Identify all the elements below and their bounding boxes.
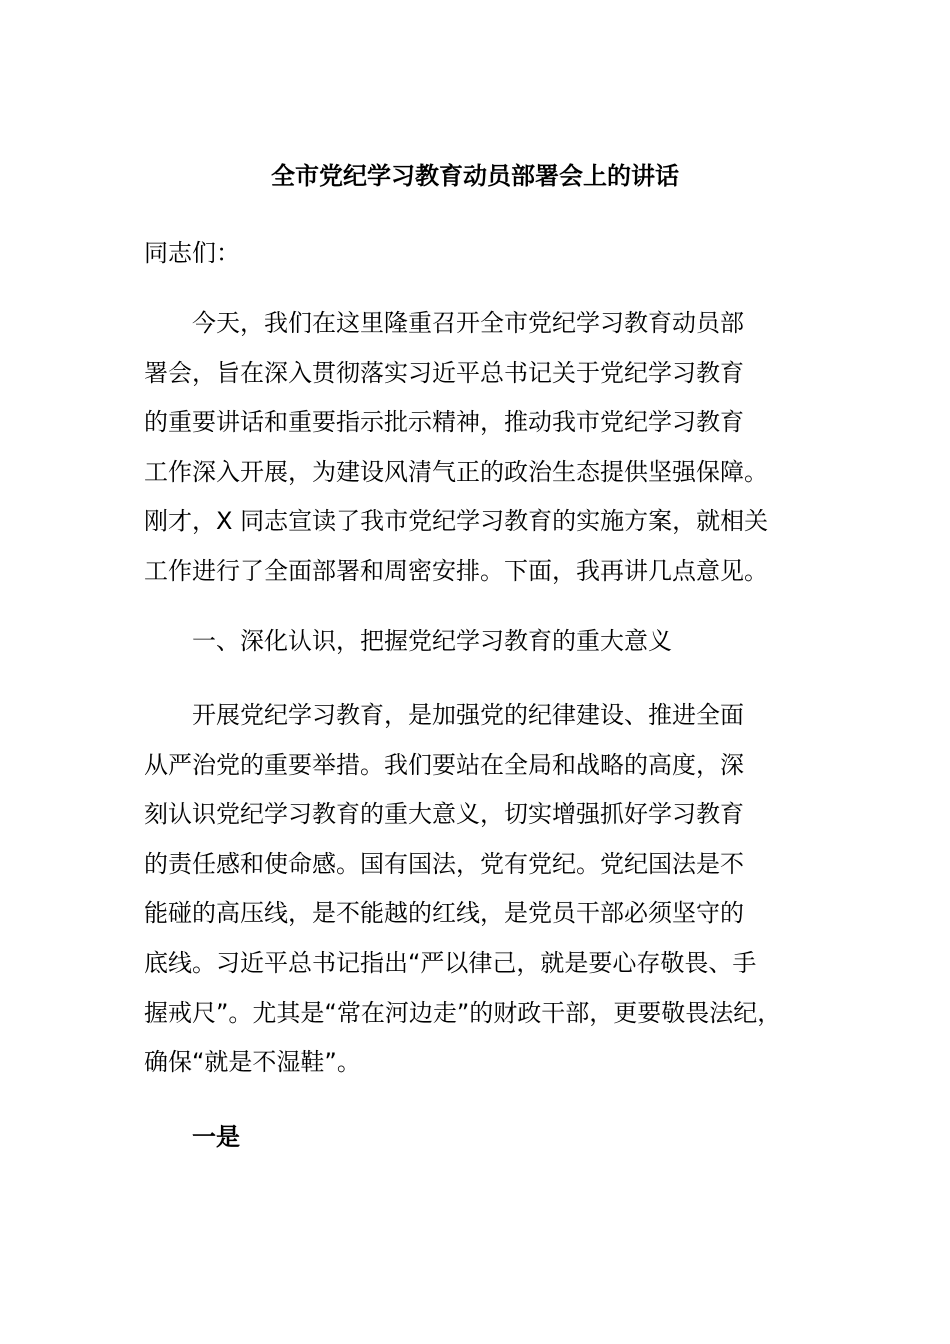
paragraph-line: 握戒尺”。尤其是“常在河边走”的财政干部，更要敬畏法纪， <box>144 998 782 1027</box>
paragraph-line: 署会，旨在深入贯彻落实习近平总书记关于党纪学习教育 <box>144 358 744 387</box>
document-title: 全市党纪学习教育动员部署会上的讲话 <box>271 162 679 190</box>
paragraph-line: 今天，我们在这里隆重召开全市党纪学习教育动员部 <box>192 309 744 337</box>
paragraph-line: 刻认识党纪学习教育的重大意义，切实增强抓好学习教育 <box>144 800 744 829</box>
sub-heading-text: 一是 <box>192 1123 240 1151</box>
paragraph-line: 刚才，X 同志宣读了我市党纪学习教育的实施方案，就相关 <box>144 507 769 536</box>
paragraph-line: 底线。习近平总书记指出“严以律己，就是要心存敬畏、手 <box>144 948 757 977</box>
paragraph-line: 从严治党的重要举措。我们要站在全局和战略的高度，深 <box>144 750 744 779</box>
section-heading-text: 一、深化认识，把握党纪学习教育的重大意义 <box>192 627 672 655</box>
paragraph-line: 确保“就是不湿鞋”。 <box>144 1048 361 1077</box>
paragraph-line: 工作进行了全面部署和周密安排。下面，我再讲几点意见。 <box>144 556 768 585</box>
paragraph-line: 的责任感和使命感。国有国法，党有党纪。党纪国法是不 <box>144 849 744 878</box>
paragraph-line: 开展党纪学习教育，是加强党的纪律建设、推进全面 <box>192 701 744 729</box>
section-heading-1 <box>144 617 808 667</box>
paragraph-line: 的重要讲话和重要指示批示精神，推动我市党纪学习教育 <box>144 408 744 437</box>
salutation: 同志们： <box>144 239 240 267</box>
paragraph-intro <box>144 299 808 597</box>
paragraph-significance <box>144 691 808 1088</box>
sub-heading <box>144 1113 808 1163</box>
paragraph-line: 能碰的高压线，是不能越的红线，是党员干部必须坚守的 <box>144 899 744 928</box>
paragraph-line: 工作深入开展，为建设风清气正的政治生态提供坚强保障。 <box>144 457 768 486</box>
